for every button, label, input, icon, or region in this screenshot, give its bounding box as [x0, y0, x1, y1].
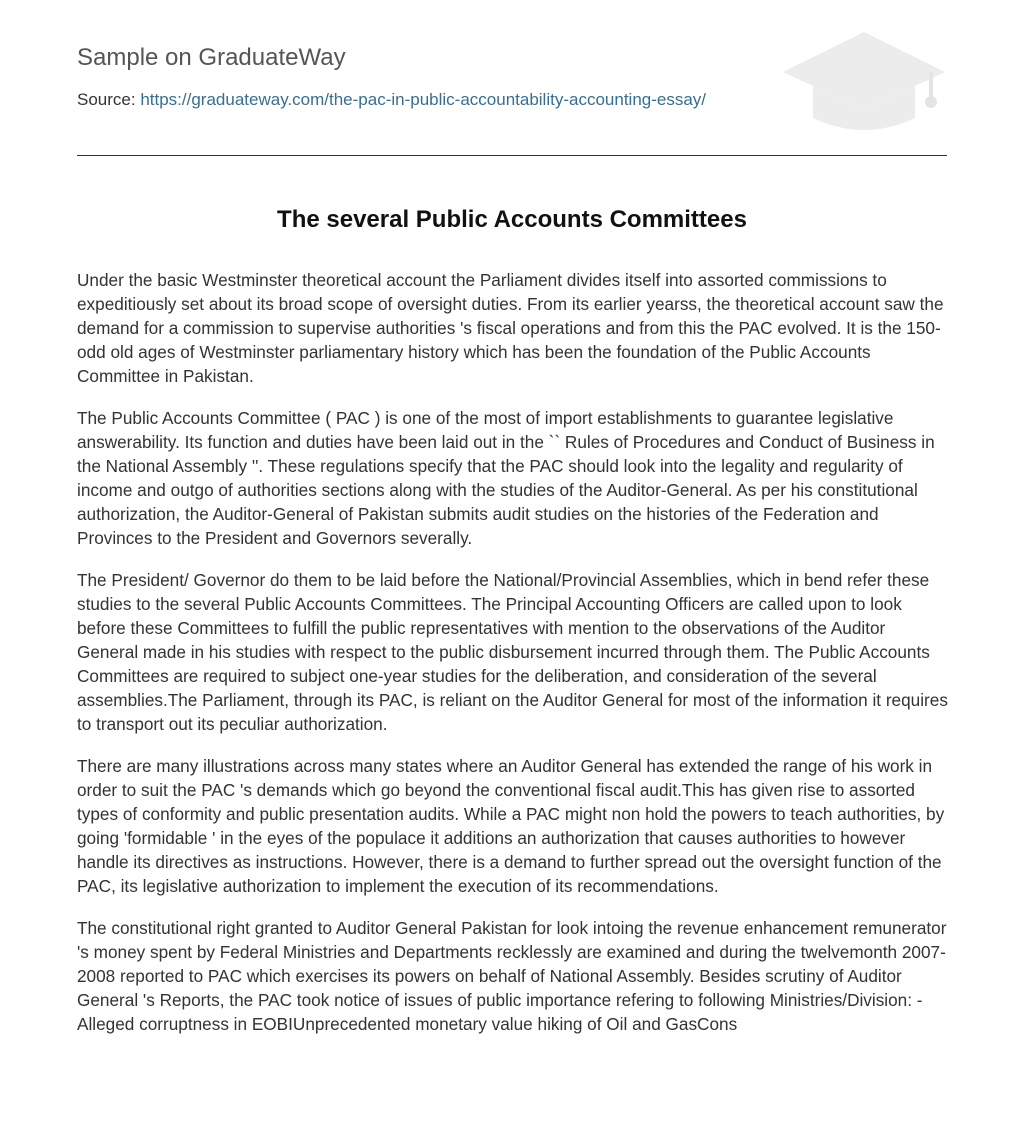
header-divider — [77, 155, 947, 156]
source-label: Source: — [77, 90, 136, 109]
paragraph: The President/ Governor do them to be laid before the National/Provincial Assemblies, which in bend refer these studies to the several Public Accounts Committees. The Principal Accounting Officers are called upon to look before these Committees to fulfill the public representatives with mention to the observations of the Auditor General made in his studies with respect to the public disbursement incurred through them. The Public Accounts Committees are required to subject one-year studies for the deliberation, and consideration of the several assemblies.The Parliament, through its PAC, is reliant on the Auditor General for most of the information it requires to transport out its peculiar authorization. — [77, 570, 948, 734]
paragraph: The Public Accounts Committee ( PAC ) is one of the most of import establishments to guarantee legislative answerability. Its function and duties have been laid out in the `` Rules of Procedures and Conduct of Business in the National Assembly ''. These regulations specify that the PAC should look into the legality and regularity of income and outgo of authorities sections along with the studies of the Auditor-General. As per his constitutional authorization, the Auditor-General of Pakistan submits audit studies on the histories of the Federation and Provinces to the President and Governors severally. — [77, 408, 935, 548]
source-line — [77, 90, 706, 110]
paragraph: There are many illustrations across many states where an Auditor General has extended the range of his work in order to suit the PAC 's demands which go beyond the conventional fiscal audit.This has given rise to assorted types of conformity and public presentation audits. While a PAC might non hold the powers to teach authorities, by going 'formidable ' in the eyes of the populace it additions an authorization that causes authorities to however handle its directives as instructions. However, there is a demand to further spread out the oversight function of the PAC, its legislative authorization to implement the execution of its recommendations. — [77, 756, 945, 896]
site-title: Sample on GraduateWay — [77, 44, 346, 71]
graduation-cap-icon — [781, 30, 947, 134]
article — [77, 200, 951, 1054]
essay-body — [77, 268, 951, 1036]
paragraph: Under the basic Westminster theoretical account the Parliament divides itself into assorted commissions to expeditiously set about its broad scope of oversight duties. From its earlier yearss, the theoretical account saw the demand for a commission to supervise authorities 's fiscal operations and from this the PAC evolved. It is the 150-odd old ages of Westminster parliamentary history which has been the foundation of the Public Accounts Committee in Pakistan. — [77, 270, 944, 386]
essay-title: The several Public Accounts Committees — [277, 206, 747, 233]
paragraph: The constitutional right granted to Auditor General Pakistan for look intoing the revenue enhancement remunerator 's money spent by Federal Ministries and Departments recklessly are examined and during the twelvemonth 2007-2008 reported to PAC which exercises its powers on behalf of National Assembly. Besides scrutiny of Auditor General 's Reports, the PAC took notice of issues of public importance refering to following Ministries/Division: -Alleged corruptness in EOBIUnprecedented monetary value hiking of Oil and GasCons — [77, 918, 947, 1034]
source-link[interactable]: https://graduateway.com/the-pac-in-public-accountability-accounting-essay/ — [140, 90, 707, 109]
page-header — [77, 0, 947, 156]
